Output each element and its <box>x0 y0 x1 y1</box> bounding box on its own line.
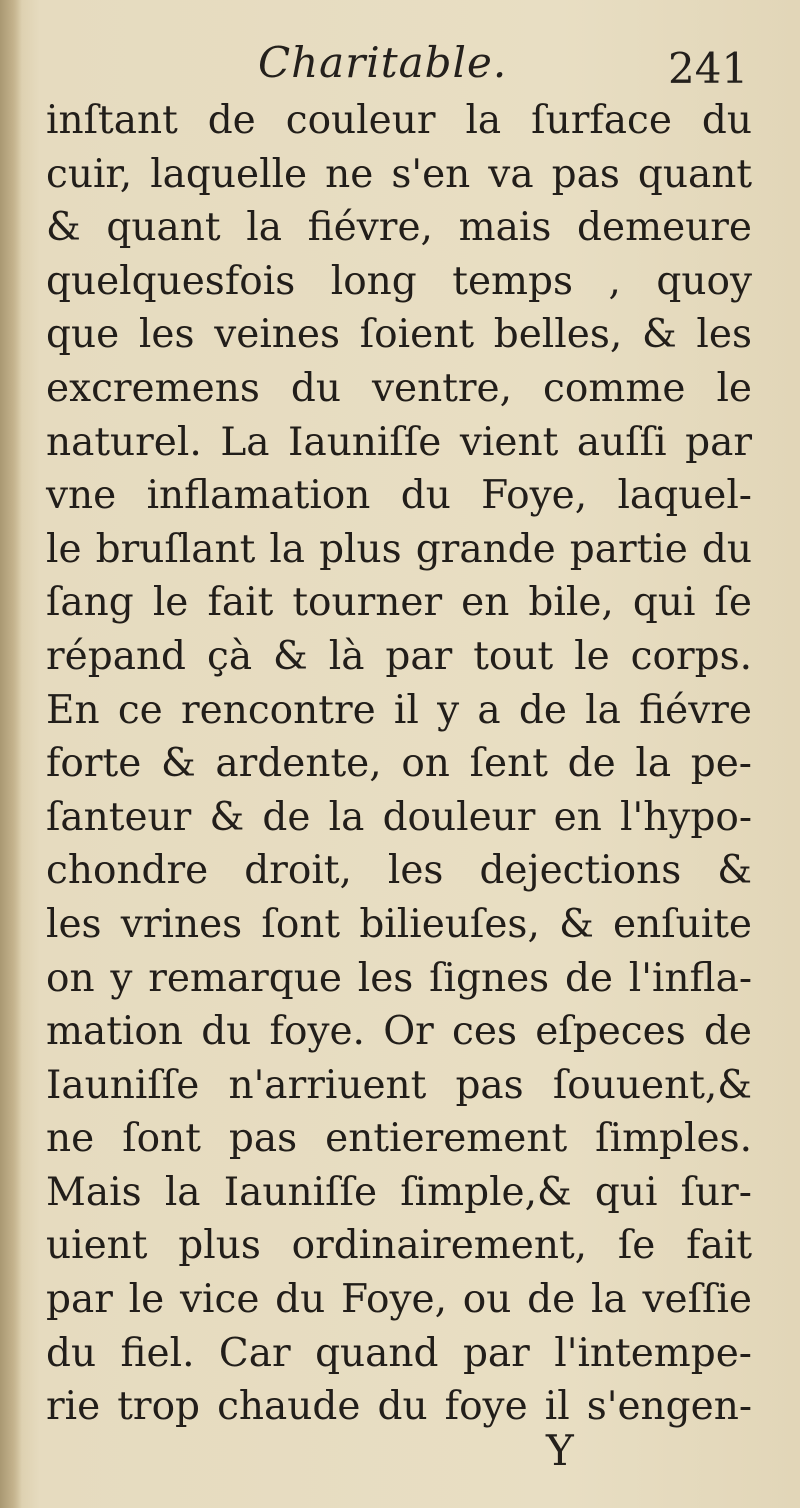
text-line: répand çà & là par tout le corps. <box>46 633 752 679</box>
text-line: naturel. La Iauniſſe vient auſſi par <box>46 419 752 465</box>
text-line: que les veines ſoient belles, & les <box>46 312 752 358</box>
text-line: on y remarque les ſignes de l'infla- <box>46 955 752 1001</box>
text-line: excremens du ventre, comme le <box>46 365 752 411</box>
text-line: les vrines ſont bilieuſes, & enſuite <box>46 901 752 947</box>
text-line: inſtant de couleur la ſurface du <box>46 98 752 143</box>
page-header <box>0 38 800 98</box>
text-line: par le vice du Foye, ou de la veſſie <box>46 1277 752 1323</box>
text-line: ſanteur & de la douleur en l'hypo- <box>46 794 752 840</box>
running-head: Charitable. <box>258 38 508 87</box>
text-line: vne inflamation du Foye, laquel- <box>46 473 752 519</box>
body-text <box>46 94 766 1434</box>
text-line: rie trop chaude du foye il s'engen- <box>46 1384 752 1430</box>
text-line: En ce rencontre il y a de la fiévre <box>46 687 752 733</box>
text-line: & quant la fiévre, mais demeure <box>46 205 752 251</box>
text-line: du fiel. Car quand par l'intempe- <box>46 1330 752 1376</box>
text-line: Mais la Iauniſſe ſimple,& qui ſur- <box>46 1169 752 1215</box>
text-line: uient plus ordinairement, ſe fait <box>46 1223 752 1269</box>
page-number: 241 <box>668 44 749 93</box>
text-line: ne ſont pas entierement ſimples. <box>46 1116 752 1162</box>
text-line: Iauniſſe n'arriuent pas ſouuent,& <box>46 1062 752 1108</box>
text-line: forte & ardente, on ſent de la pe- <box>46 741 752 787</box>
text-line: ſang le fait tourner en bile, qui ſe <box>46 580 752 626</box>
text-line: quelquesfois long temps , quoy <box>46 258 752 304</box>
text-line: cuir, laquelle ne s'en va pas quant <box>46 151 752 197</box>
page-gutter <box>0 0 22 1508</box>
signature-mark: Y <box>546 1426 574 1475</box>
text-line: chondre droit, les dejections & <box>46 848 752 894</box>
text-line: le bruſlant la plus grande partie du <box>46 526 752 572</box>
text-line: mation du foye. Or ces eſpeces de <box>46 1009 752 1055</box>
